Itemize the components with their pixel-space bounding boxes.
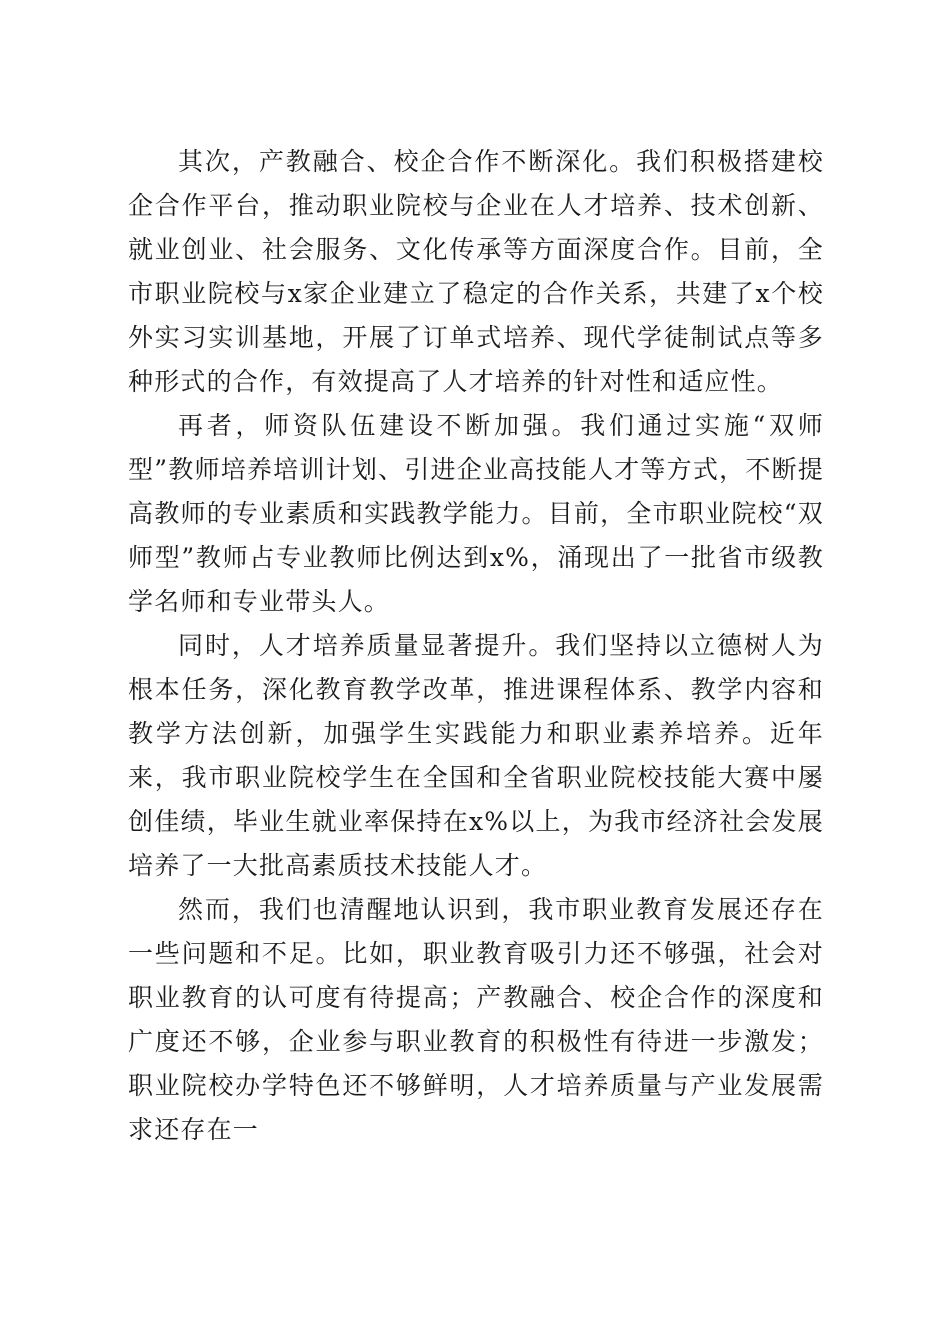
paragraph-industry-education-integration: 其次，产教融合、校企合作不断深化。我们积极搭建校企合作平台，推动职业院校与企业在人才培养、技术创新、就业创业、社会服务、文化传承等方面深度合作。目前，全市职业院校与x家企业建立了稳定的合作关系，共建了x个校外实习实训基地，开展了订单式培养、现代学徒制试点等多种形式的合作，有效提高了人才培养的针对性和适应性。 — [128, 147, 824, 396]
document-body — [128, 140, 824, 1152]
paragraph-problems: 然而，我们也清醒地认识到，我市职业教育发展还存在一些问题和不足。比如，职业教育吸引力还不够强，社会对职业教育的认可度有待提高；产教融合、校企合作的深度和广度还不够，企业参与职业教育的积极性有待进一步激发；职业院校办学特色还不够鲜明，人才培养质量与产业发展需求还存在一 — [128, 895, 824, 1144]
paragraph-teacher-team: 再者，师资队伍建设不断加强。我们通过实施“双师型”教师培养培训计划、引进企业高技能人才等方式，不断提高教师的专业素质和实践教学能力。目前，全市职业院校“双师型”教师占专业教师比例达到x%，涌现出了一批省市级教学名师和专业带头人。 — [128, 411, 824, 616]
paragraph-talent-quality: 同时，人才培养质量显著提升。我们坚持以立德树人为根本任务，深化教育教学改革，推进课程体系、教学内容和教学方法创新，加强学生实践能力和职业素养培养。近年来，我市职业院校学生在全国和全省职业院校技能大赛中屡创佳绩，毕业生就业率保持在x%以上，为我市经济社会发展培养了一大批高素质技术技能人才。 — [128, 631, 824, 880]
